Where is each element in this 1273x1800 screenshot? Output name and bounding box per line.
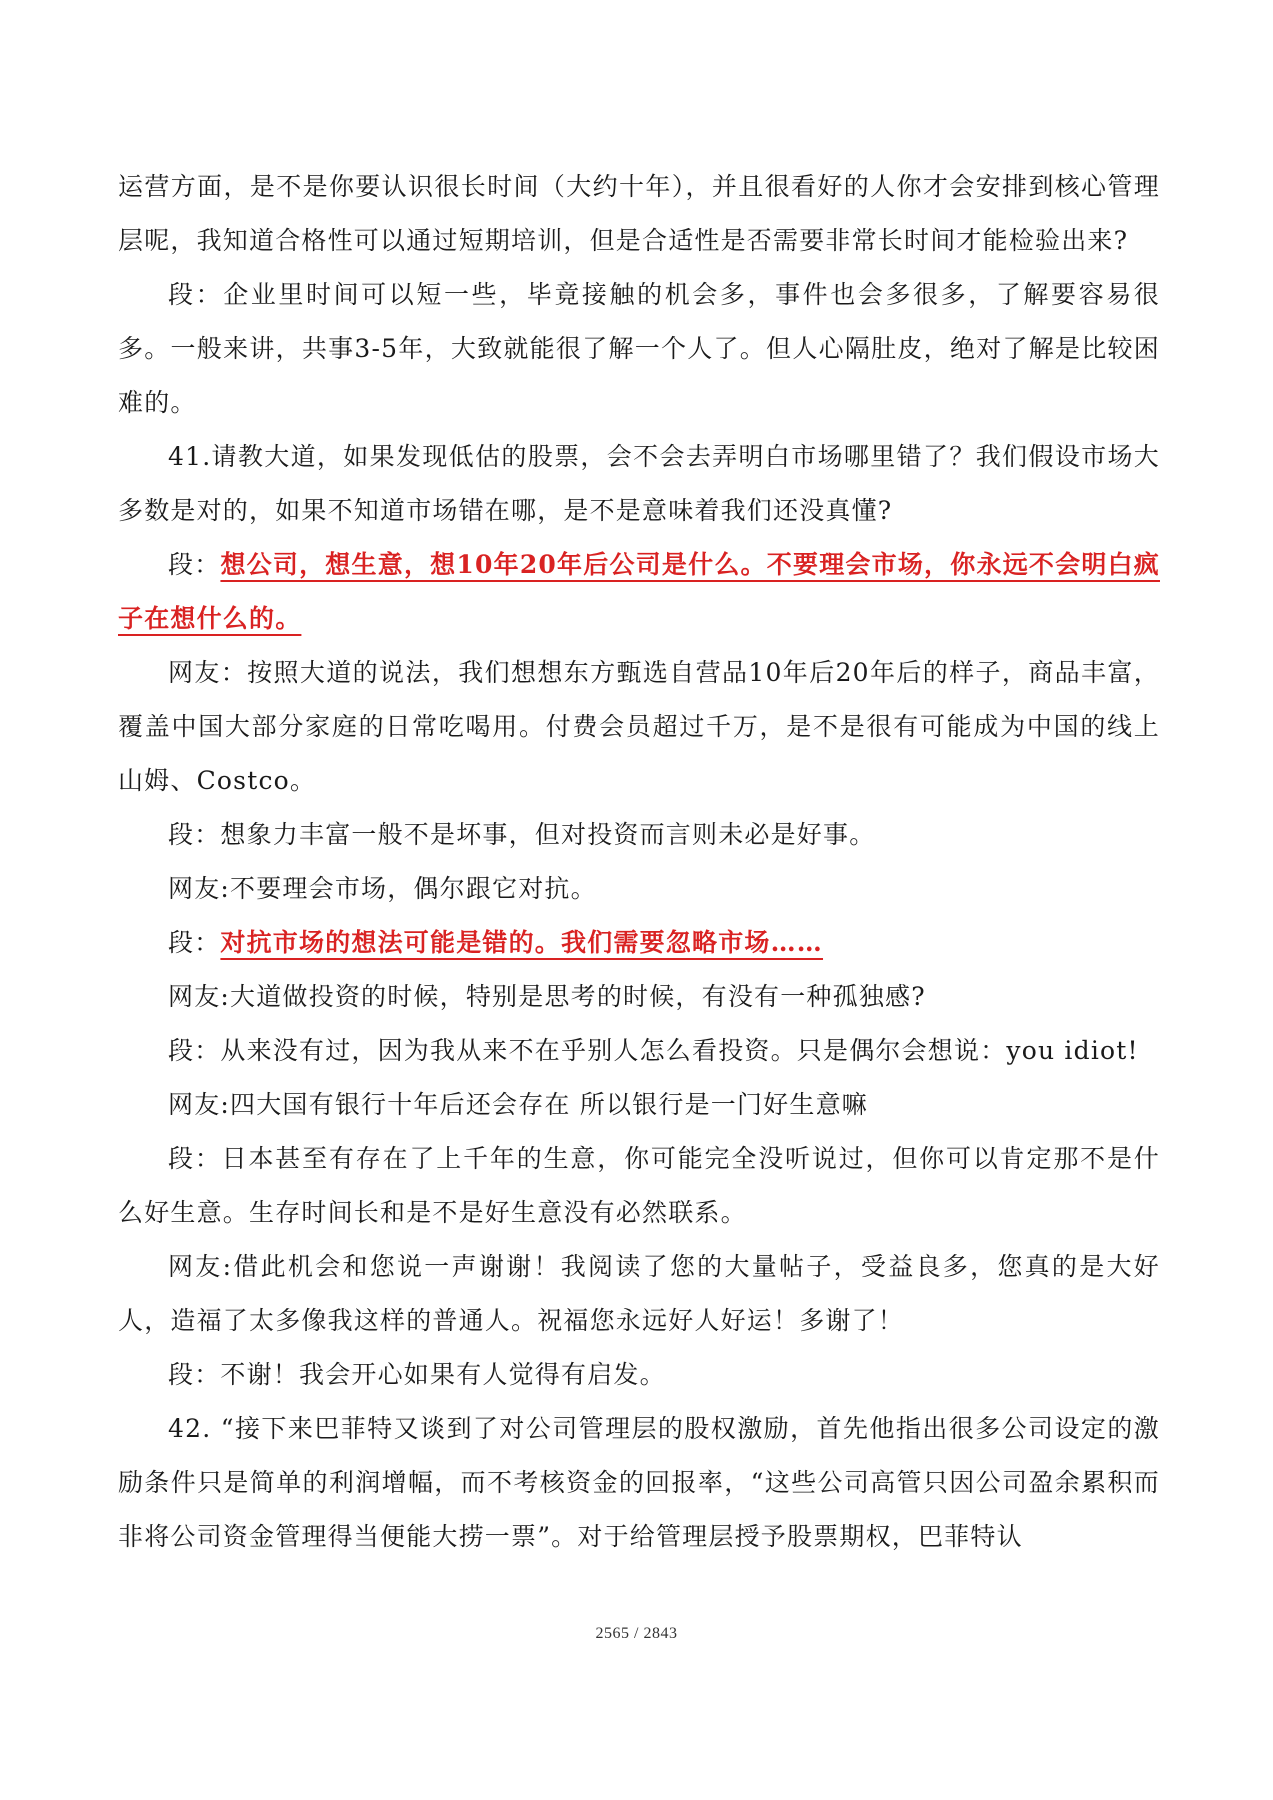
highlighted-text: 对抗市场的想法可能是错的。我们需要忽略市场……: [220, 928, 824, 957]
paragraph: [118, 1024, 1160, 1078]
paragraph-text: 网友：按照大道的说法，我们想想东方甄选自营品10年后20年后的样子，商品丰富，覆盖中国大部分家庭的日常吃喝用。付费会员超过千万，是不是很有可能成为中国的线上山姆、Costco。: [118, 658, 1160, 795]
paragraph: [118, 970, 1160, 1024]
paragraph: [118, 268, 1160, 430]
paragraph: [118, 646, 1160, 808]
document-body: [118, 160, 1160, 1564]
paragraph-text: 网友:四大国有银行十年后还会存在 所以银行是一门好生意嘛: [168, 1090, 868, 1119]
paragraph: [118, 916, 1160, 970]
paragraph-text: 网友:大道做投资的时候，特别是思考的时候，有没有一种孤独感?: [168, 982, 926, 1011]
paragraph: [118, 808, 1160, 862]
paragraph: [118, 1402, 1160, 1564]
paragraph: [118, 1348, 1160, 1402]
paragraph-text: 段：不谢！我会开心如果有人觉得有启发。: [168, 1360, 666, 1389]
paragraph-text: 网友:借此机会和您说一声谢谢！我阅读了您的大量帖子，受益良多，您真的是大好人，造福了太多像我这样的普通人。祝福您永远好人好运！多谢了！: [118, 1252, 1160, 1335]
paragraph: [118, 430, 1160, 538]
paragraph-text: 段：: [168, 550, 221, 579]
paragraph: [118, 1240, 1160, 1348]
paragraph: [118, 160, 1160, 268]
paragraph-text: 段：企业里时间可以短一些，毕竟接触的机会多，事件也会多很多，了解要容易很多。一般来讲，共事3-5年，大致就能很了解一个人了。但人心隔肚皮，绝对了解是比较困难的。: [118, 280, 1160, 417]
page-number: 2565 / 2843: [595, 1625, 678, 1642]
paragraph-text: 段：日本甚至有存在了上千年的生意，你可能完全没听说过，但你可以肯定那不是什么好生意。生存时间长和是不是好生意没有必然联系。: [118, 1144, 1160, 1227]
paragraph: [118, 538, 1160, 646]
paragraph-text: 段：想象力丰富一般不是坏事，但对投资而言则未必是好事。: [168, 820, 876, 849]
paragraph-text: 段：: [168, 928, 221, 957]
paragraph-text: 段：从来没有过，因为我从来不在乎别人怎么看投资。只是偶尔会想说：you idiot!: [168, 1036, 1139, 1065]
paragraph-text: 42. “接下来巴菲特又谈到了对公司管理层的股权激励，首先他指出很多公司设定的激励条件只是简单的利润增幅，而不考核资金的回报率，“这些公司高管只因公司盈余累积而非将公司资金管理得当便能大捞一票”。对于给管理层授予股票期权，巴菲特认: [118, 1414, 1160, 1551]
paragraph: [118, 1078, 1160, 1132]
highlighted-text: 想公司，想生意，想10年20年后公司是什么。不要理会市场，你永远不会明白疯子在想什么的。: [118, 550, 1160, 633]
paragraph-text: 网友:不要理会市场，偶尔跟它对抗。: [168, 874, 597, 903]
paragraph-text: 41.请教大道，如果发现低估的股票，会不会去弄明白市场哪里错了？我们假设市场大多数是对的，如果不知道市场错在哪，是不是意味着我们还没真懂?: [118, 442, 1160, 525]
paragraph: [118, 1132, 1160, 1240]
paragraph: [118, 862, 1160, 916]
paragraph-text: 运营方面，是不是你要认识很长时间（大约十年），并且很看好的人你才会安排到核心管理层呢，我知道合格性可以通过短期培训，但是合适性是否需要非常长时间才能检验出来?: [118, 172, 1160, 255]
